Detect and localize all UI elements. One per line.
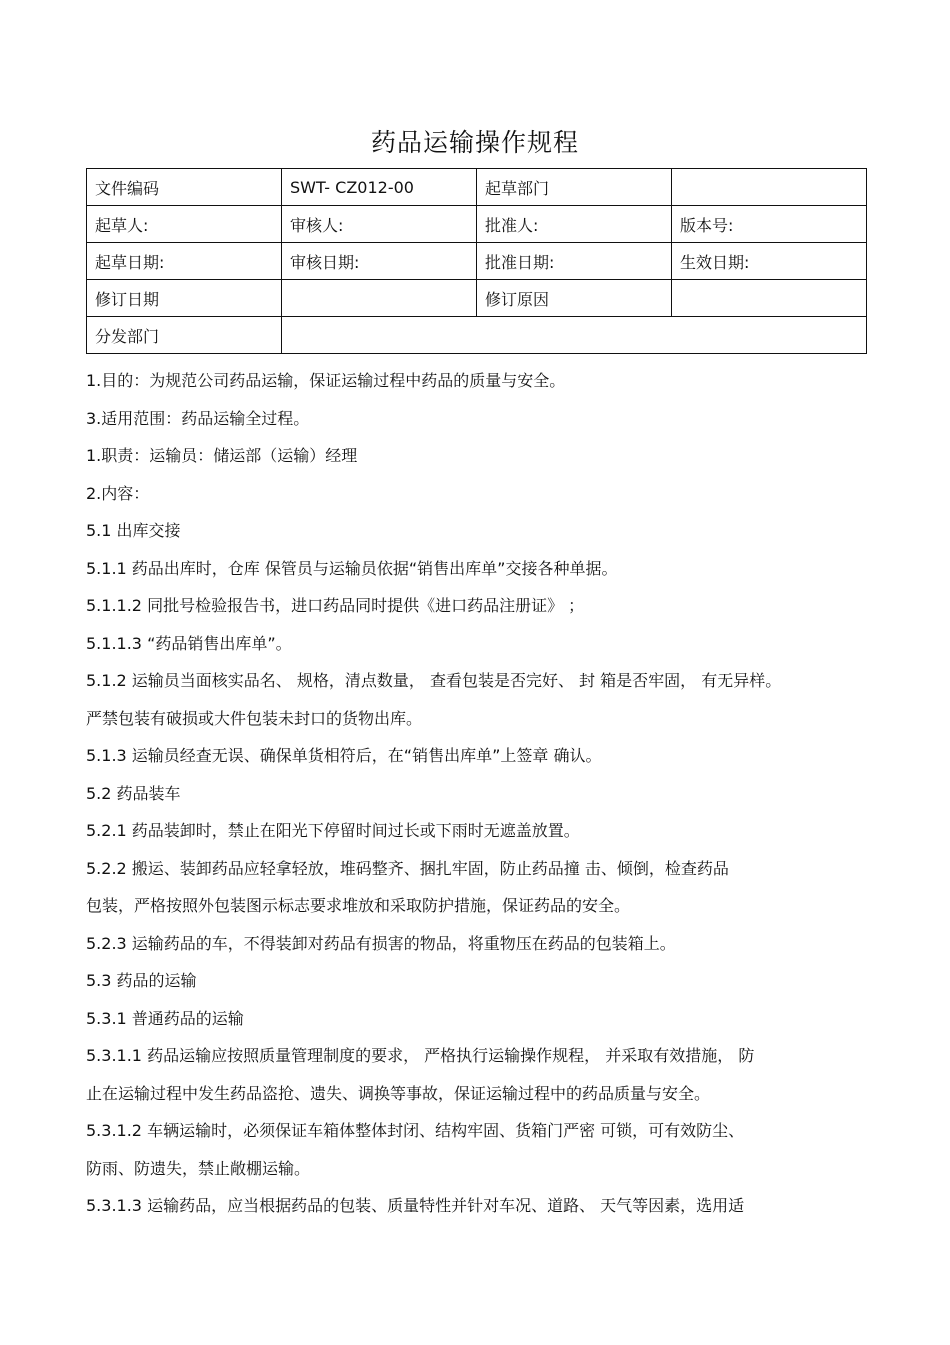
table-cell: 版本号:	[672, 206, 867, 243]
section-heading: 5.3 药品的运输	[86, 971, 197, 990]
table-cell: 起草部门	[477, 169, 672, 206]
table-row	[87, 317, 867, 354]
document-title: 药品运输操作规程	[370, 128, 579, 157]
paragraph: 包装，严格按照外包装图示标志要求堆放和采取防护措施，保证药品的安全。	[86, 896, 631, 915]
paragraph: 5.3.1.2 车辆运输时，必须保证车箱体整体封闭、结构牢固、货箱门严密 可锁，可有效防尘、	[86, 1121, 745, 1140]
paragraph: 5.2.3 运输药品的车，不得装卸对药品有损害的物品，将重物压在药品的包装箱上。	[86, 933, 676, 953]
paragraph: 止在运输过程中发生药品盗抢、遗失、调换等事故，保证运输过程中的药品质量与安全。	[86, 1083, 711, 1103]
table-cell: 审核日期:	[282, 243, 477, 280]
paragraph: 5.2.1 药品装卸时，禁止在阳光下停留时间过长或下雨时无遮盖放置。	[86, 821, 580, 840]
paragraph: 5.1.1.3 “药品销售出库单”。	[86, 633, 292, 653]
table-cell: 起草日期:	[87, 243, 282, 280]
table-cell: 修订日期	[87, 280, 282, 317]
paragraph: 5.1.2 运输员当面核实品名、 规格，清点数量， 查看包装是否完好、 封 箱是否牢固， 有无异样。	[86, 671, 782, 690]
paragraph: 1.目的：为规范公司药品运输，保证运输过程中药品的质量与安全。	[86, 371, 566, 390]
paragraph: 3.适用范围：药品运输全过程。	[86, 408, 310, 428]
table-cell	[282, 280, 477, 317]
table-cell: 审核人:	[282, 206, 477, 243]
paragraph: 1.职责：运输员：储运部（运输）经理	[86, 446, 358, 465]
section-heading: 5.2 药品装车	[86, 783, 181, 803]
table-row	[87, 280, 867, 317]
table-cell: 分发部门	[87, 317, 282, 354]
table-cell: 批准人:	[477, 206, 672, 243]
table-cell	[672, 169, 867, 206]
paragraph: 严禁包装有破损或大件包装未封口的货物出库。	[86, 708, 423, 728]
paragraph: 5.2.2 搬运、装卸药品应轻拿轻放，堆码整齐、捆扎牢固，防止药品撞 击、倾倒，检查药品	[86, 858, 729, 878]
table-cell	[282, 317, 867, 354]
table-cell: 文件编码	[87, 169, 282, 206]
table-cell: 修订原因	[477, 280, 672, 317]
paragraph: 5.1.3 运输员经查无误、确保单货相符后，在“销售出库单”上签章 确认。	[86, 746, 602, 765]
document-info-table	[86, 168, 867, 354]
table-cell	[672, 280, 867, 317]
paragraph: 5.3.1 普通药品的运输	[86, 1008, 244, 1028]
table-cell: 生效日期:	[672, 243, 867, 280]
document-body	[86, 362, 866, 1225]
paragraph: 5.3.1.1 药品运输应按照质量管理制度的要求， 严格执行运输操作规程， 并采取有效措施， 防	[86, 1046, 755, 1065]
table-row	[87, 206, 867, 243]
paragraph: 2.内容：	[86, 483, 150, 503]
table-cell: SWT- CZ012-00	[282, 169, 477, 206]
table-cell: 起草人:	[87, 206, 282, 243]
paragraph: 5.1.1 药品出库时，仓库 保管员与运输员依据“销售出库单”交接各种单据。	[86, 558, 618, 578]
paragraph: 防雨、防遗失，禁止敞棚运输。	[86, 1158, 311, 1178]
table-row	[87, 243, 867, 280]
table-row	[87, 169, 867, 206]
table-cell: 批准日期:	[477, 243, 672, 280]
paragraph: 5.1.1.2 同批号检验报告书，进口药品同时提供《进口药品注册证》 ；	[86, 596, 585, 615]
section-heading: 5.1 出库交接	[86, 521, 181, 540]
paragraph: 5.3.1.3 运输药品，应当根据药品的包装、质量特性并针对车况、道路、 天气等因素，选用适	[86, 1196, 745, 1215]
